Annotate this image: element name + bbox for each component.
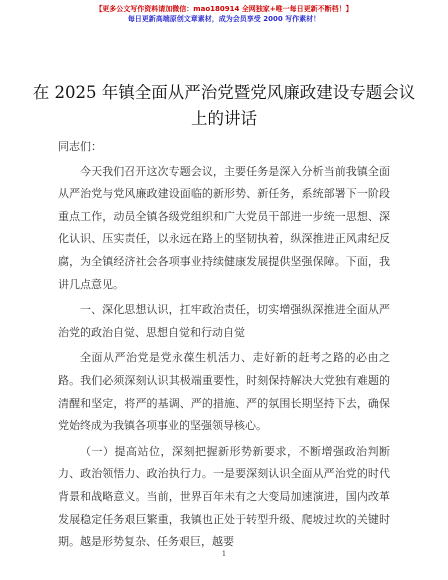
section-heading: 一、深化思想认识，扛牢政治责任，切实增强纵深推进全面从严治党的政治自觉、思想自觉和行动自觉	[58, 303, 390, 339]
body-paragraph: （一）提高站位，深刻把握新形势新要求，不断增强政治判断力、政治领悟力、政治执行力。一是要深刻认识全面从严治党的时代背景和战略意义。当前，世界百年未有之大变局加速演进，国内改革发展稳定任务艰巨繁重，我镇也正处于转型升级、爬坡过坎的关键时期。越是形势复杂、任务艰巨，越要	[58, 444, 390, 549]
promo-banner	[0, 4, 448, 24]
document-body	[58, 136, 390, 557]
document-title: 在 2025 年镇全面从严治党暨党风廉政建设专题会议上的讲话	[32, 83, 416, 128]
body-paragraph: 今天我们召开这次专题会议，主要任务是深入分析当前我镇全面从严治党与党风廉政建设面临的新形势、新任务，系统部署下一阶段重点工作，动员全镇各级党组织和广大党员干部进一步统一思想、深化认识、压实责任，以永远在路上的坚韧执着，纵深推进正风肃纪反腐，为全镇经济社会各项事业持续健康发展提供坚强保障。下面，我讲几点意见。	[58, 164, 390, 291]
promo-banner-line-2: 每日更新高端原创文章素材，成为会员享受 2000 写作素材！	[127, 15, 321, 23]
promo-banner-line-1: 【更多公文写作资料请加微信：mao180914 全网独家+唯一每日更新不断档！】	[95, 5, 353, 13]
greeting: 同志们：	[58, 140, 102, 153]
page-number: 1	[221, 550, 227, 558]
body-paragraph: 全面从严治党是党永葆生机活力、走好新的赶考之路的必由之路。我们必须深刻认识其极端重要性，时刻保持解决大党独有难题的清醒和坚定，将严的基调、严的措施、严的氛围长期坚持下去，确保党始终成为我镇各项事业的坚强领导核心。	[58, 351, 390, 433]
